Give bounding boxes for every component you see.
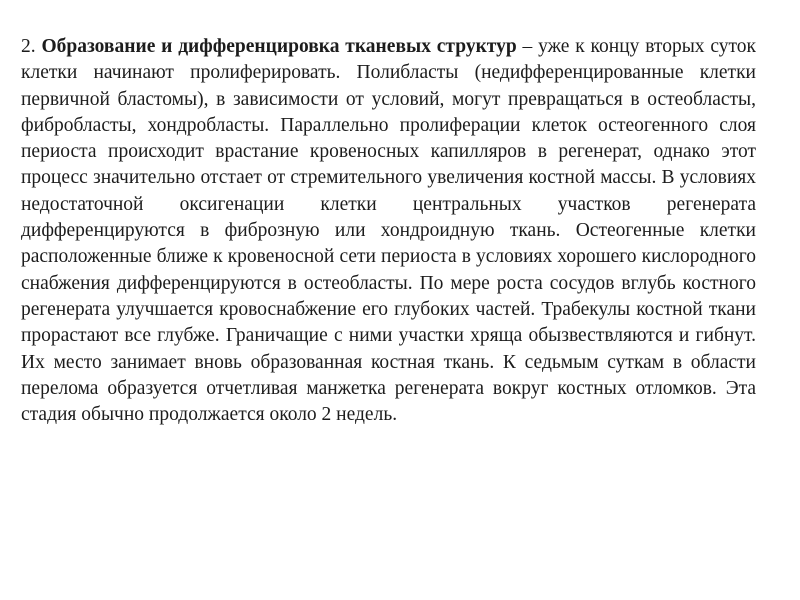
paragraph-number: 2. (21, 36, 42, 57)
paragraph-body: – уже к концу вторых суток клетки начинают пролиферировать. Полибласты (недифференцированные клетки первичной бластомы), в зависимости от условий, могут превращаться в остеобласты, фибробласты, хондробласты. Параллельно пролиферации клеток остеогенного слоя периоста происходит врастание кровеносных капилляров в регенерат, однако этот процесс значительно отстает от стремительного увеличения костной массы. В условиях недостаточной оксигенации клетки центральных участков регенерата дифференцируются в фиброзную или хондроидную ткань. Остеогенные клетки расположенные ближе к кровеносной сети периоста в условиях хорошего кислородного снабжения дифференцируются в остеобласты. По мере роста сосудов вглубь костного регенерата улучшается кровоснабжение его глубоких частей. Трабекулы костной ткани прорастают все глубже. Граничащие с ними участки хряща обызвествляются и гибнут. Их место занимает вновь образованная костная ткань. К седьмым суткам в области перелома образуется отчетливая манжетка регенерата вокруг костных отломков. Эта стадия обычно продолжается около 2 недель. (21, 36, 756, 426)
paragraph-heading: Образование и дифференцировка тканевых структур (41, 36, 517, 57)
main-paragraph (21, 34, 756, 428)
